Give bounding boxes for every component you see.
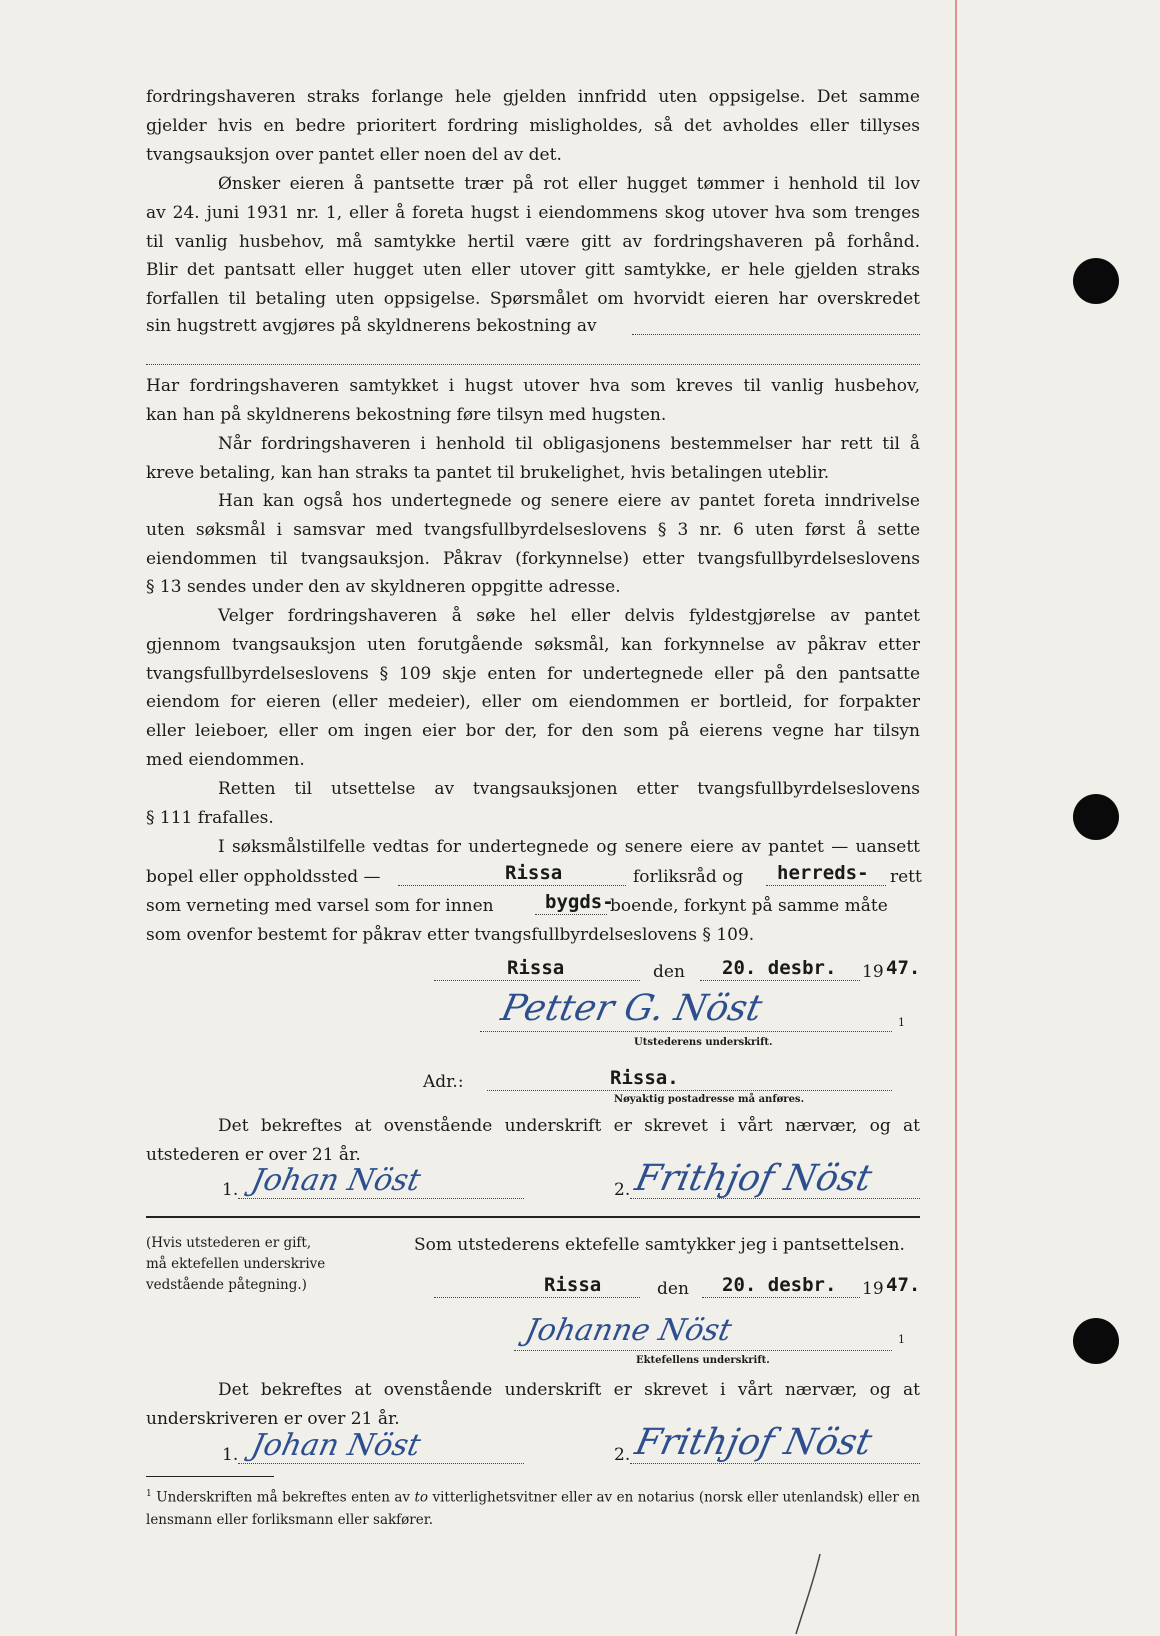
text-line: forliksråd og [633, 867, 744, 887]
text-line: gjennom tvangsauksjon uten forutgående søksmål, kan forkynnelse av påkrav etter [146, 634, 920, 655]
text-line: tvangsauksjon over pantet eller noen del av det. [146, 144, 562, 165]
text-line: Når fordringshaveren i henhold til obligasjonens bestemmelser har rett til å [218, 434, 920, 454]
signature-line [630, 1198, 920, 1199]
text-line: rett [890, 867, 922, 887]
filled-district: bygds- [545, 891, 614, 913]
text-line: kreve betaling, kan han straks ta pantet til brukelighet, hvis betalingen uteblir. [146, 462, 830, 483]
pen-stroke-mark [790, 1552, 830, 1636]
filled-place: Rissa [505, 862, 563, 884]
text-line: vedstående påtegning.) [146, 1277, 307, 1293]
text-line: Har fordringshaveren samtykket i hugst utover hva som kreves til vanlig husbehov, [146, 376, 920, 396]
signature-line [514, 1350, 892, 1351]
text-line: Ønsker eieren å pantsette trær på rot eller hugget tømmer i henhold til lov [218, 174, 920, 194]
signature-line [238, 1463, 524, 1464]
paragraph-default [146, 83, 920, 169]
witness-number: 1. [222, 1180, 239, 1200]
punch-hole [1073, 794, 1119, 840]
text-line: eiendommen til tvangsauksjon. Påkrav (forkynnelse) etter tvangsfullbyrdelseslovens [146, 548, 920, 569]
fill-line [398, 885, 626, 886]
fill-line [146, 364, 920, 365]
paragraph-postponement [146, 775, 920, 833]
issuer-signature: Petter G. Nöst [497, 988, 766, 1029]
punch-hole [1073, 1318, 1119, 1364]
text-line: 19 [862, 962, 884, 982]
text-line: I søksmålstilfelle vedtas for undertegnede og senere eiere av pantet — uansett [218, 837, 920, 857]
address-caption: Nøyaktig postadresse må anføres. [614, 1094, 805, 1105]
paragraph-logging [146, 170, 920, 314]
paragraph-enforcement [146, 487, 920, 602]
text-line: bopel eller oppholdssted — [146, 867, 381, 887]
text-line: som ovenfor bestemt for påkrav etter tvangsfullbyrdelseslovens § 109. [146, 925, 755, 945]
spouse-year: 47. [886, 1274, 921, 1296]
margin-red-line [955, 0, 957, 1636]
witness-signature: Frithjof Nöst [631, 1158, 876, 1199]
text-line: den [653, 962, 685, 982]
text-line: med eiendommen. [146, 749, 305, 770]
address-label: Adr.: [423, 1072, 464, 1092]
fill-line [487, 1090, 892, 1091]
issue-date: 20. desbr. [722, 957, 837, 979]
fill-line [434, 1297, 640, 1298]
signature-line [630, 1463, 920, 1464]
address-value: Rissa. [610, 1067, 679, 1089]
footnote-text: Underskriften må bekreftes enten av [156, 1489, 411, 1506]
fill-line [535, 914, 607, 915]
spouse-place: Rissa [544, 1274, 602, 1296]
paragraph-payment [146, 430, 920, 488]
text-line: fordringshaveren straks forlange hele gjelden innfridd uten oppsigelse. Det samme [146, 87, 920, 107]
witness-signature: Frithjof Nöst [631, 1422, 876, 1463]
text-line: Velger fordringshaveren å søke hel eller delvis fyldestgjørelse av pantet [218, 606, 920, 626]
spouse-signature-caption: Ektefellens underskrift. [636, 1355, 770, 1366]
footnote-mark: 1 [146, 1489, 152, 1499]
filled-court: herreds- [777, 862, 869, 884]
footnote-divider [146, 1476, 274, 1477]
text-line: tvangsfullbyrdelseslovens § 109 skje enten for undertegnede eller på den pantsatte [146, 663, 920, 684]
signature-line [480, 1031, 892, 1032]
footnote [146, 1483, 920, 1531]
text-line: underskriveren er over 21 år. [146, 1408, 400, 1429]
text-line: 19 [862, 1279, 884, 1299]
paragraph-venue [146, 833, 920, 862]
text-line: eiendom for eieren (eller medeier), eller om eiendommen er bortleid, for forpakter [146, 692, 920, 713]
text-line: forfallen til betaling uten oppsigelse. Spørsmålet om hvorvidt eieren har overskredet [146, 289, 920, 310]
witness-signature: Johan Nöst [248, 1428, 424, 1463]
text-line: av 24. juni 1931 nr. 1, eller å foreta hugst i eiendommens skog utover hva som trenges [146, 202, 920, 223]
text-line: til vanlig husbehov, må samtykke hertil være gitt av fordringshaveren på forhånd. [146, 231, 920, 252]
spouse-date: 20. desbr. [722, 1274, 837, 1296]
text-line: § 111 frafalles. [146, 807, 274, 828]
text-line: eller leieboer, eller om ingen eier bor der, for den som på eierens vegne har tilsyn [146, 721, 920, 742]
text-line: kan han på skyldnerens bekostning føre tilsyn med hugsten. [146, 404, 667, 425]
text-line: den [657, 1279, 689, 1299]
spouse-note [146, 1233, 386, 1296]
witness-number: 2. [614, 1180, 631, 1200]
text-line: må ektefellen underskrive [146, 1256, 326, 1272]
issue-place: Rissa [507, 957, 565, 979]
text-line: Han kan også hos undertegnede og senere eiere av pantet foreta inndrivelse [218, 491, 920, 511]
text-line: sin hugstrett avgjøres på skyldnerens bekostning av [146, 316, 597, 336]
witness-number: 2. [614, 1445, 631, 1465]
witness-number: 1. [222, 1445, 239, 1465]
text-line: Retten til utsettelse av tvangsauksjonen etter tvangsfullbyrdelseslovens [218, 779, 920, 799]
fill-line [766, 885, 886, 886]
footnote-text: vitterlighetsvitner eller av en notarius (norsk eller utenlandsk) eller en lensmann eller forliksmann eller sakfører. [146, 1489, 921, 1528]
footnote-emphasis: to [414, 1489, 429, 1506]
text-line: Det bekreftes at ovenstående underskrift er skrevet i vårt nærvær, og at [218, 1380, 920, 1400]
fill-line [702, 1297, 860, 1298]
text-line: (Hvis utstederen er gift, [146, 1235, 312, 1251]
spouse-consent: Som utstederens ektefelle samtykker jeg i pantsettelsen. [414, 1235, 905, 1255]
witness-signature: Johan Nöst [248, 1163, 424, 1198]
footnote-ref: 1 [898, 1016, 905, 1029]
text-line: boende, forkynt på samme måte [610, 896, 888, 916]
text-line: Blir det pantsatt eller hugget uten eller utover gitt samtykke, er hele gjelden straks [146, 260, 920, 281]
text-line: som verneting med varsel som for innen [146, 896, 494, 916]
section-divider [146, 1216, 920, 1218]
punch-hole [1073, 258, 1119, 304]
issue-year: 47. [886, 957, 921, 979]
text-line: utstederen er over 21 år. [146, 1144, 361, 1165]
paragraph-auction [146, 602, 920, 775]
paragraph-supervision [146, 372, 920, 430]
text-line: § 13 sendes under den av skyldneren oppgitte adresse. [146, 577, 621, 598]
spouse-signature: Johanne Nöst [522, 1313, 735, 1348]
issuer-signature-caption: Utstederens underskrift. [634, 1037, 773, 1048]
text-line: Det bekreftes at ovenstående underskrift er skrevet i vårt nærvær, og at [218, 1116, 920, 1136]
footnote-ref: 1 [898, 1333, 905, 1346]
fill-line [632, 334, 920, 335]
fill-line [434, 980, 640, 981]
text-line: gjelder hvis en bedre prioritert fordring misligholdes, så det avholdes eller tillyses [146, 115, 920, 136]
fill-line [700, 980, 860, 981]
text-line: uten søksmål i samsvar med tvangsfullbyrdelseslovens § 3 nr. 6 uten først å sette [146, 519, 920, 540]
signature-line [238, 1198, 524, 1199]
